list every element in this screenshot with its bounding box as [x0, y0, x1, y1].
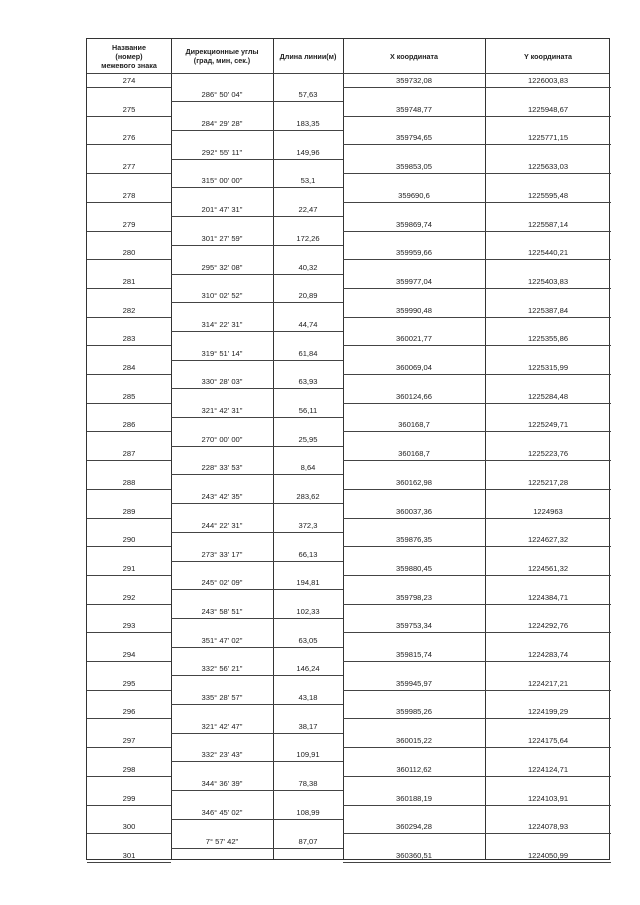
y-coordinate: 1225440,21 [527, 248, 569, 258]
y-coordinate: 1225633,03 [527, 162, 569, 172]
x-coordinate: 359869,74 [396, 219, 432, 229]
direction-angle: 245° 02' 09" [201, 578, 243, 588]
row-rule [171, 819, 343, 820]
x-coordinate: 359798,23 [396, 592, 432, 602]
line-length: 109,91 [296, 750, 320, 760]
point-number: 283 [122, 334, 136, 344]
row-rule [87, 718, 171, 719]
row-rule [343, 747, 611, 748]
y-coordinate: 1224561,32 [527, 563, 569, 573]
header-direction-angle: Дирекционные углы (град, мин, сек.) [185, 47, 259, 65]
row-rule [87, 747, 171, 748]
y-coordinate: 1224050,99 [527, 850, 569, 860]
row-rule [171, 417, 343, 418]
direction-angle: 346° 45' 02" [201, 807, 243, 817]
row-rule [87, 604, 171, 605]
direction-angle: 270° 00' 00" [201, 434, 243, 444]
x-coordinate: 360168,7 [398, 420, 430, 430]
point-number: 279 [122, 219, 136, 229]
line-length: 20,89 [298, 291, 318, 301]
row-rule [343, 231, 611, 232]
row-rule [87, 87, 171, 88]
direction-angle: 321° 42' 47" [201, 721, 243, 731]
direction-angle: 295° 32' 08" [201, 262, 243, 272]
line-length: 283,62 [296, 492, 320, 502]
line-length: 78,38 [298, 779, 318, 789]
row-rule [171, 302, 343, 303]
point-number: 278 [122, 190, 136, 200]
row-rule [87, 518, 171, 519]
row-rule [343, 345, 611, 346]
row-rule [171, 761, 343, 762]
x-coordinate: 359794,65 [396, 133, 432, 143]
row-rule [343, 202, 611, 203]
line-length: 61,84 [298, 348, 318, 358]
x-coordinate: 359690,6 [398, 190, 430, 200]
row-rule [171, 446, 343, 447]
row-rule [171, 503, 343, 504]
row-rule [171, 130, 343, 131]
point-number: 294 [122, 650, 136, 659]
point-number: 300 [122, 822, 136, 832]
header-x-coordinate: X координата [389, 51, 439, 61]
row-rule [343, 632, 611, 633]
row-rule [87, 317, 171, 318]
y-coordinate: 1225771,15 [527, 133, 569, 143]
row-rule [171, 618, 343, 619]
row-rule [171, 274, 343, 275]
row-rule [87, 173, 171, 174]
y-coordinate: 1225315,99 [527, 363, 569, 372]
y-coordinate: 1225284,48 [527, 391, 569, 401]
row-rule [87, 862, 171, 863]
row-rule [171, 474, 343, 475]
table-body [87, 39, 609, 859]
direction-angle: 301° 27' 59" [201, 233, 243, 243]
line-length: 63,05 [298, 635, 318, 645]
line-length: 22,47 [298, 205, 318, 215]
row-rule [87, 431, 171, 432]
point-number: 275 [122, 104, 136, 114]
row-rule [171, 675, 343, 676]
line-length: 25,95 [298, 434, 318, 444]
y-coordinate: 1225217,28 [527, 477, 569, 487]
direction-angle: 7° 57' 42" [205, 836, 239, 846]
point-number: 285 [122, 391, 136, 401]
y-coordinate: 1224103,91 [527, 793, 569, 803]
x-coordinate: 360188,19 [396, 793, 432, 803]
row-rule [343, 718, 611, 719]
y-coordinate: 1224217,21 [527, 678, 569, 688]
y-coordinate: 1224963 [533, 506, 563, 516]
point-number: 287 [122, 449, 136, 459]
row-rule [343, 604, 611, 605]
line-length: 43,18 [298, 693, 318, 703]
row-rule [87, 690, 171, 691]
row-rule [343, 862, 611, 863]
row-rule [87, 345, 171, 346]
direction-angle: 273° 33' 17" [201, 549, 243, 559]
line-length: 87,07 [298, 836, 318, 846]
direction-angle: 315° 00' 00" [201, 176, 243, 186]
row-rule [343, 431, 611, 432]
row-rule [87, 575, 171, 576]
row-rule [343, 317, 611, 318]
row-rule [87, 661, 171, 662]
direction-angle: 201° 47' 31" [201, 205, 243, 215]
point-number: 277 [122, 162, 136, 172]
x-coordinate: 359959,66 [396, 248, 432, 258]
row-rule [343, 173, 611, 174]
direction-angle: 335° 28' 57" [201, 693, 243, 703]
row-rule [171, 790, 343, 791]
row-rule [87, 489, 171, 490]
line-length: 40,32 [298, 262, 318, 272]
x-coordinate: 360015,22 [396, 736, 432, 746]
x-coordinate: 360112,62 [396, 764, 432, 774]
y-coordinate: 1225223,76 [527, 449, 569, 459]
y-coordinate: 1225355,86 [527, 334, 569, 344]
point-number: 301 [122, 850, 136, 860]
line-length: 38,17 [298, 721, 318, 731]
x-coordinate: 360168,7 [398, 449, 430, 459]
row-rule [171, 101, 343, 102]
row-rule [87, 374, 171, 375]
y-coordinate: 1224175,64 [527, 736, 569, 746]
point-number: 292 [122, 592, 136, 602]
row-rule [171, 848, 343, 849]
x-coordinate: 360124,66 [396, 391, 432, 401]
header-line-length: Длина линии(м) [279, 51, 337, 61]
row-rule [343, 661, 611, 662]
row-rule [87, 288, 171, 289]
direction-angle: 228° 33' 53" [201, 463, 243, 473]
y-coordinate: 1224199,29 [527, 707, 569, 717]
header-y-coordinate: Y координата [524, 51, 572, 61]
y-coordinate: 1225387,84 [527, 305, 569, 315]
direction-angle: 243° 42' 35" [201, 492, 243, 502]
direction-angle: 332° 56' 21" [201, 664, 243, 674]
x-coordinate: 359945,97 [396, 678, 432, 688]
y-coordinate: 1225249,71 [527, 420, 569, 430]
row-rule [87, 460, 171, 461]
row-rule [87, 805, 171, 806]
line-length: 44,74 [298, 319, 318, 329]
line-length: 66,13 [298, 549, 318, 559]
direction-angle: 286° 50' 04" [201, 90, 243, 100]
row-rule [171, 360, 343, 361]
line-length: 372,3 [298, 520, 318, 530]
line-length: 183,35 [296, 119, 320, 129]
row-rule [171, 589, 343, 590]
x-coordinate: 360069,04 [396, 363, 432, 372]
direction-angle: 332° 23' 43" [201, 750, 243, 760]
y-coordinate: 1224292,76 [527, 621, 569, 631]
row-rule [343, 776, 611, 777]
row-rule [87, 144, 171, 145]
y-coordinate: 1225948,67 [527, 104, 569, 114]
row-rule [343, 833, 611, 834]
direction-angle: 244° 22' 31" [201, 520, 243, 530]
line-length: 108,99 [296, 807, 320, 817]
line-length: 53,1 [300, 176, 316, 186]
row-rule [171, 704, 343, 705]
row-rule [87, 403, 171, 404]
x-coordinate: 359815,74 [396, 650, 432, 659]
row-rule [171, 647, 343, 648]
line-length: 149,96 [296, 147, 320, 157]
row-rule [171, 159, 343, 160]
row-rule [343, 460, 611, 461]
y-coordinate: 1224627,32 [527, 535, 569, 545]
point-number: 295 [122, 678, 136, 688]
direction-angle: 319° 51' 14" [201, 348, 243, 358]
y-coordinate: 1224124,71 [527, 764, 569, 774]
row-rule [171, 245, 343, 246]
row-rule [87, 116, 171, 117]
row-rule [87, 833, 171, 834]
row-rule [87, 259, 171, 260]
y-coordinate: 1224283,74 [527, 650, 569, 659]
row-rule [171, 733, 343, 734]
row-rule [343, 518, 611, 519]
point-number: 276 [122, 133, 136, 143]
row-rule [87, 632, 171, 633]
x-coordinate: 359753,34 [396, 621, 432, 631]
line-length: 194,81 [296, 578, 320, 588]
point-number: 298 [122, 764, 136, 774]
point-number: 293 [122, 621, 136, 631]
line-length: 8,64 [300, 463, 316, 473]
line-length: 146,24 [296, 664, 320, 674]
row-rule [343, 288, 611, 289]
row-rule [343, 374, 611, 375]
row-rule [343, 546, 611, 547]
row-rule [87, 776, 171, 777]
row-rule [343, 575, 611, 576]
coordinates-table [86, 38, 610, 860]
point-number: 280 [122, 248, 136, 258]
x-coordinate: 360162,98 [396, 477, 432, 487]
x-coordinate: 359748,77 [396, 104, 432, 114]
line-length: 172,26 [296, 233, 320, 243]
row-rule [343, 144, 611, 145]
direction-angle: 314° 22' 31" [201, 319, 243, 329]
direction-angle: 284° 29' 28" [201, 119, 243, 129]
y-coordinate: 1224384,71 [527, 592, 569, 602]
point-number: 290 [122, 535, 136, 545]
x-coordinate: 360037,36 [396, 506, 432, 516]
point-number: 288 [122, 477, 136, 487]
row-rule [171, 187, 343, 188]
header-point-name: Название (номер) межевого знака [101, 42, 157, 70]
row-rule [171, 216, 343, 217]
x-coordinate: 360021,77 [396, 334, 432, 344]
x-coordinate: 359876,35 [396, 535, 432, 545]
row-rule [343, 259, 611, 260]
y-coordinate: 1225595,48 [527, 190, 569, 200]
line-length: 102,33 [296, 606, 320, 616]
x-coordinate: 359880,45 [396, 563, 432, 573]
point-number: 291 [122, 563, 136, 573]
row-rule [343, 489, 611, 490]
x-coordinate: 359990,48 [396, 305, 432, 315]
line-length: 57,63 [298, 90, 318, 100]
point-number: 289 [122, 506, 136, 516]
point-number: 282 [122, 305, 136, 315]
row-rule [343, 87, 611, 88]
row-rule [343, 403, 611, 404]
row-rule [171, 561, 343, 562]
line-length: 56,11 [298, 406, 318, 416]
row-rule [343, 805, 611, 806]
row-rule [171, 388, 343, 389]
row-rule [343, 116, 611, 117]
x-coordinate: 360360,51 [396, 850, 432, 860]
x-coordinate: 359853,05 [396, 162, 432, 172]
row-rule [171, 331, 343, 332]
direction-angle: 330° 28' 03" [201, 377, 243, 387]
point-number: 297 [122, 736, 136, 746]
x-coordinate: 359732,08 [396, 76, 432, 85]
direction-angle: 292° 55' 11" [201, 147, 243, 157]
direction-angle: 344° 36' 39" [201, 779, 243, 789]
direction-angle: 243° 58' 51" [201, 606, 243, 616]
y-coordinate: 1225403,83 [527, 276, 569, 286]
direction-angle: 321° 42' 31" [201, 406, 243, 416]
point-number: 286 [122, 420, 136, 430]
row-rule [87, 202, 171, 203]
point-number: 274 [122, 76, 136, 85]
row-rule [171, 532, 343, 533]
line-length: 63,93 [298, 377, 318, 387]
point-number: 281 [122, 276, 136, 286]
point-number: 299 [122, 793, 136, 803]
x-coordinate: 359977,04 [396, 276, 432, 286]
y-coordinate: 1224078,93 [527, 822, 569, 832]
direction-angle: 351° 47' 02" [201, 635, 243, 645]
x-coordinate: 360294,28 [396, 822, 432, 832]
point-number: 284 [122, 363, 136, 372]
row-rule [87, 231, 171, 232]
row-rule [343, 690, 611, 691]
row-rule [87, 546, 171, 547]
point-number: 296 [122, 707, 136, 717]
y-coordinate: 1225587,14 [527, 219, 569, 229]
x-coordinate: 359985,26 [396, 707, 432, 717]
direction-angle: 310° 02' 52" [201, 291, 243, 301]
y-coordinate: 1226003,83 [527, 76, 569, 85]
